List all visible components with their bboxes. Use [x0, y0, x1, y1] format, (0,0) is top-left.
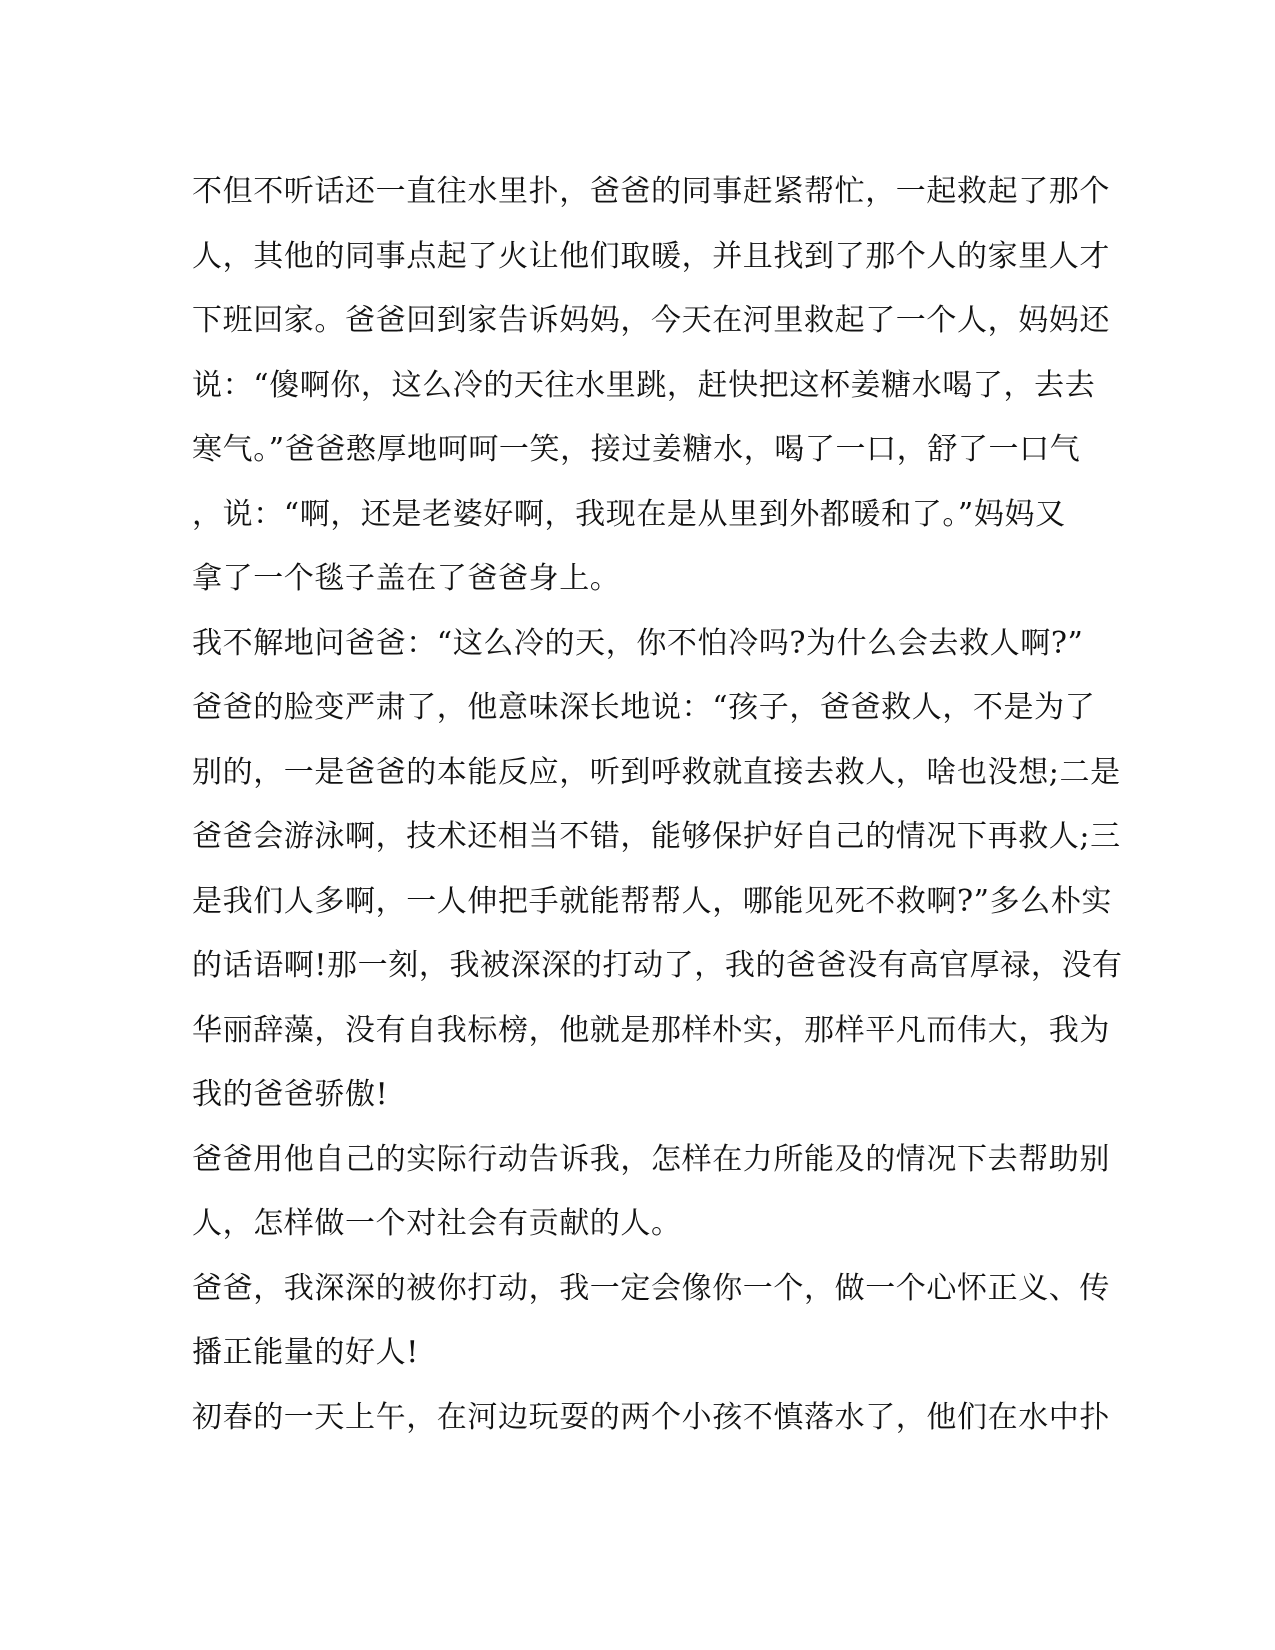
text-line: 说：“傻啊你，这么冷的天往水里跳，赶快把这杯姜糖水喝了，去去	[192, 367, 1096, 403]
text-line: 人，怎样做一个对社会有贡献的人。	[192, 1206, 682, 1241]
text-line: 的话语啊!那一刻，我被深深的打动了，我的爸爸没有高官厚禄，没有	[192, 948, 1123, 983]
text-line: ，说：“啊，还是老婆好啊，我现在是从里到外都暖和了。”妈妈又	[192, 496, 1066, 532]
text-line: 华丽辞藻，没有自我标榜，他就是那样朴实，那样平凡而伟大，我为	[192, 1012, 1110, 1048]
text-line: 爸爸，我深深的被你打动，我一定会像你一个，做一个心怀正义、传	[192, 1270, 1110, 1306]
text-line: 爸爸的脸变严肃了，他意味深长地说：“孩子，爸爸救人，不是为了	[192, 690, 1096, 725]
document-body	[192, 160, 1123, 1450]
text-line: 别的，一是爸爸的本能反应，听到呼救就直接去救人，啥也没想;二是	[192, 754, 1121, 790]
text-line: 初春的一天上午，在河边玩耍的两个小孩不慎落水了，他们在水中扑	[192, 1399, 1110, 1435]
text-line: 寒气。”爸爸憨厚地呵呵一笑，接过姜糖水，喝了一口，舒了一口气	[192, 432, 1081, 467]
text-line: 我的爸爸骄傲!	[192, 1077, 389, 1112]
text-line: 爸爸会游泳啊，技术还相当不错，能够保护好自己的情况下再救人;三	[192, 819, 1121, 854]
text-line: 是我们人多啊，一人伸把手就能帮帮人，哪能见死不救啊?”多么朴实	[192, 883, 1113, 919]
text-line: 爸爸用他自己的实际行动告诉我，怎样在力所能及的情况下去帮助别	[192, 1141, 1110, 1177]
text-line: 我不解地问爸爸：“这么冷的天，你不怕冷吗?为什么会去救人啊?”	[192, 625, 1084, 661]
text-line: 播正能量的好人!	[192, 1335, 419, 1370]
text-line: 拿了一个毯子盖在了爸爸身上。	[192, 561, 621, 596]
text-line: 下班回家。爸爸回到家告诉妈妈，今天在河里救起了一个人，妈妈还	[192, 303, 1110, 338]
text-line: 不但不听话还一直往水里扑，爸爸的同事赶紧帮忙，一起救起了那个	[192, 174, 1110, 209]
text-line: 人，其他的同事点起了火让他们取暖，并且找到了那个人的家里人才	[192, 238, 1110, 274]
